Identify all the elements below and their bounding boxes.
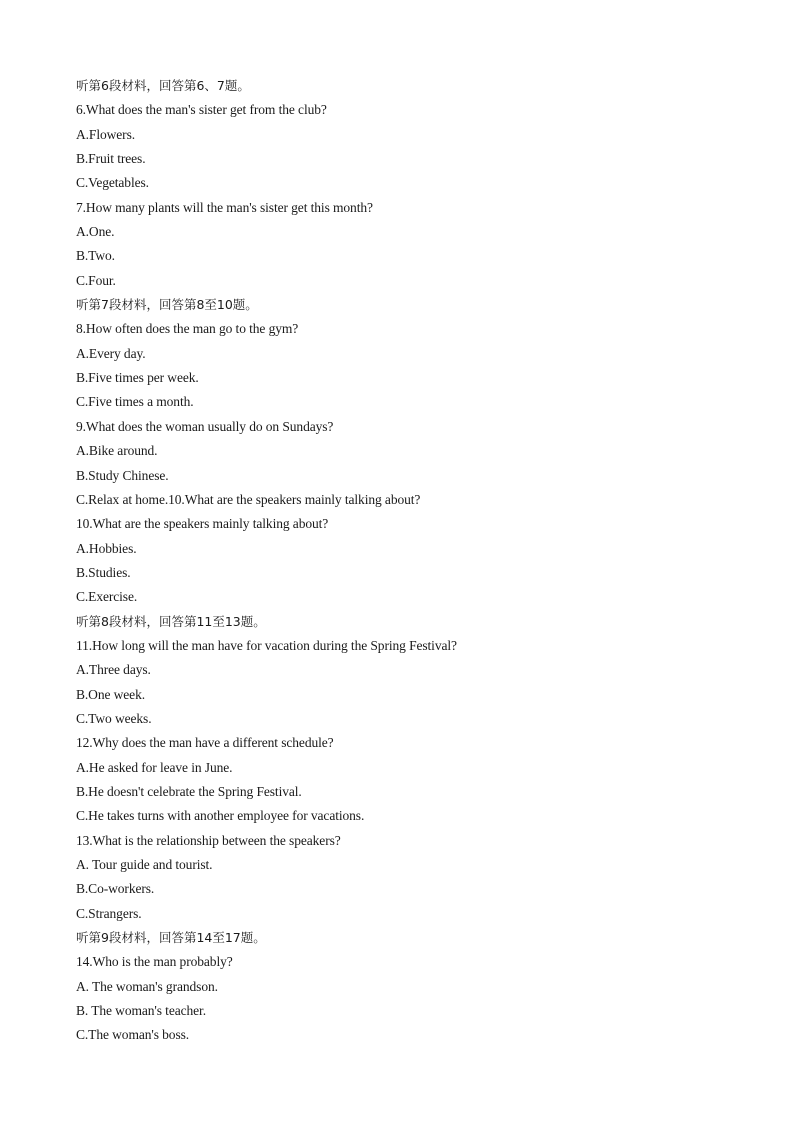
answer-option: C.Four. (76, 272, 116, 288)
answer-option: C.Vegetables. (76, 175, 149, 191)
answer-option: C.Five times a month. (76, 394, 194, 410)
answer-option: A.Every day. (76, 345, 146, 361)
answer-option: C.The woman's boss. (76, 1027, 190, 1043)
answer-option: C.Strangers. (76, 905, 142, 921)
answer-option: C.He takes turns with another employee for vacations. (76, 808, 365, 824)
answer-option: C.Two weeks. (76, 710, 152, 726)
answer-option: A.Flowers. (76, 126, 135, 142)
question-text: 10.What are the speakers mainly talking about? (76, 516, 329, 532)
answer-option: A.One. (76, 224, 115, 240)
answer-option: B.Two. (76, 248, 115, 264)
answer-option: A.He asked for leave in June. (76, 759, 233, 775)
section-heading: 听第9段材料，回答第14至17题。 (76, 930, 266, 946)
answer-option: A. The woman's grandson. (76, 978, 218, 994)
answer-option: B. The woman's teacher. (76, 1003, 206, 1019)
answer-option: C.Exercise. (76, 589, 138, 605)
answer-option: A.Three days. (76, 662, 151, 678)
section-heading: 听第7段材料，回答第8至10题。 (76, 297, 258, 313)
section-heading: 听第6段材料，回答第6、7题。 (76, 78, 250, 93)
question-text: 13.What is the relationship between the speakers? (76, 832, 341, 848)
answer-option: B.Co-workers. (76, 881, 155, 897)
question-text: 14.Who is the man probably? (76, 954, 233, 970)
answer-option: A.Bike around. (76, 443, 158, 459)
answer-option: C.Relax at home.10.What are the speakers mainly talking about? (76, 491, 421, 507)
question-text: 6.What does the man's sister get from the club? (76, 102, 327, 118)
question-text: 8.How often does the man go to the gym? (76, 321, 299, 337)
answer-option: A.Hobbies. (76, 540, 137, 556)
answer-option: B.Five times per week. (76, 370, 199, 386)
answer-option: B.One week. (76, 686, 146, 702)
question-text: 7.How many plants will the man's sister get this month? (76, 199, 373, 215)
document-page (76, 74, 756, 1048)
answer-option: B.Studies. (76, 564, 131, 580)
answer-option: B.He doesn't celebrate the Spring Festival. (76, 783, 302, 799)
answer-option: B.Fruit trees. (76, 151, 146, 167)
question-text: 11.How long will the man have for vacation during the Spring Festival? (76, 637, 457, 653)
answer-option: A. Tour guide and tourist. (76, 857, 213, 872)
question-text: 9.What does the woman usually do on Sundays? (76, 418, 334, 434)
answer-option: B.Study Chinese. (76, 467, 169, 483)
section-heading: 听第8段材料，回答第11至13题。 (76, 613, 266, 629)
question-text: 12.Why does the man have a different schedule? (76, 735, 334, 751)
